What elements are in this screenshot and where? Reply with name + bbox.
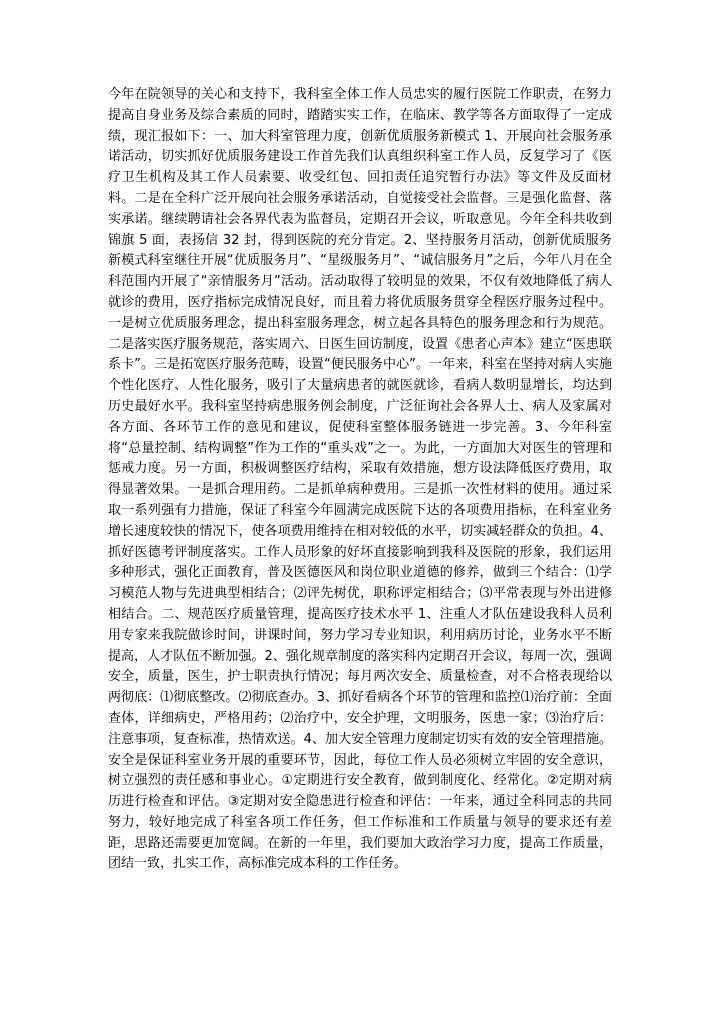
report-body-paragraph: 今年在院领导的关心和支持下，我科室全体工作人员忠实的履行医院工作职责，在努力提高自身业务及综合素质的同时，踏踏实实工作，在临床、教学等各方面取得了一定成绩，现汇报如下：一、加大科室管理力度，创新优质服务新模式 1、开展向社会服务承诺活动，切实抓好优质服务建设工作首先我们认真组织科室工作人员，反复学习了《医疗卫生机构及其工作人员索要、收受红包、回扣责任追究暂行办法》等文件及反面材料。二是在全科广泛开展向社会服务承诺活动，自觉接受社会监督。三是强化监督、落实承诺。继续聘请社会各界代表为监督员，定期召开会议，听取意见。今年全科共收到锦旗 5 面，表扬信 32 封，得到医院的充分肯定。2、坚持服务月活动，创新优质服务新模式科室继往开展“优质服务月”、“星级服务月”、“诚信服务月”之后，今年八月在全科范围内开展了“亲情服务月”活动。活动取得了较明显的效果，不仅有效地降低了病人就诊的费用，医疗指标完成情况良好，而且着力将优质服务贯穿全程医疗服务过程中。一是树立优质服务理念，提出科室服务理念，树立起各具特色的服务理念和行为规范。二是落实医疗服务规范，落实周六、日医生回访制度，设置《患者心声本》建立“医患联系卡”。三是拓宽医疗服务范畴，设置“便民服务中心”。一年来，科室在坚持对病人实施个性化医疗、人性化服务，吸引了大量病患者的就医就诊，看病人数明显增长，均达到历史最好水平。我科室坚持病患服务例会制度，广泛征询社会各界人士、病人及家属对各方面、各环节工作的意见和建议，促使科室整体服务链进一步完善。3、今年科室将“总量控制、结构调整”作为工作的“重头戏”之一。为此，一方面加大对医生的管理和惩戒力度。另一方面，积极调整医疗结构，采取有效措施，想方设法降低医疗费用，取得显著效果。一是抓合理用药。二是抓单病种费用。三是抓一次性材料的使用。通过采取一系列强有力措施，保证了科室今年圆满完成医院下达的各项费用指标，在科室业务增长速度较快的情况下，使各项费用维持在相对较低的水平，切实减轻群众的负担。4、抓好医德考评制度落实。工作人员形象的好坏直接影响到我科及医院的形象，我们运用多种形式，强化正面教育，普及医德医风和岗位职业道德的修养，做到三个结合：⑴学习模范人物与先进典型相结合；⑵评先树优，职称评定相结合；⑶平常表现与外出进修相结合。二、规范医疗质量管理，提高医疗技术水平 1、注重人才队伍建设我科人员利用专家来我院做诊时间，讲课时间，努力学习专业知识，利用病历讨论，业务水平不断提高，人才队伍不断加强。2、强化规章制度的落实科内定期召开会议，每周一次，强调安全，质量，医生，护士职责执行情况；每月两次安全、质量检查，对不合格表现给以两彻底：⑴彻底整改。⑵彻底查办。3、抓好看病各个环节的管理和监控⑴治疗前：全面查体，详细病史，严格用药；⑵治疗中，安全护理，文明服务，医患一家；⑶治疗后：注意事项，复查标准，热情欢送。4、加大安全管理力度制定切实有效的安全管理措施。安全是保证科室业务开展的重要环节，因此，每位工作人员必须树立牢固的安全意识，树立强烈的责任感和事业心。①定期进行安全教育，做到制度化、经常化。②定期对病历进行检查和评估。③定期对安全隐患进行检查和评估：一年来，通过全科同志的共同努力，较好地完成了科室各项工作任务，但工作标准和工作质量与领导的要求还有差距，思路还需要更加宽阔。在新的一年里，我们要加大政治学习力度，提高工作质量，团结一致，扎实工作，高标准完成本科的工作任务。 — [108, 87, 612, 872]
